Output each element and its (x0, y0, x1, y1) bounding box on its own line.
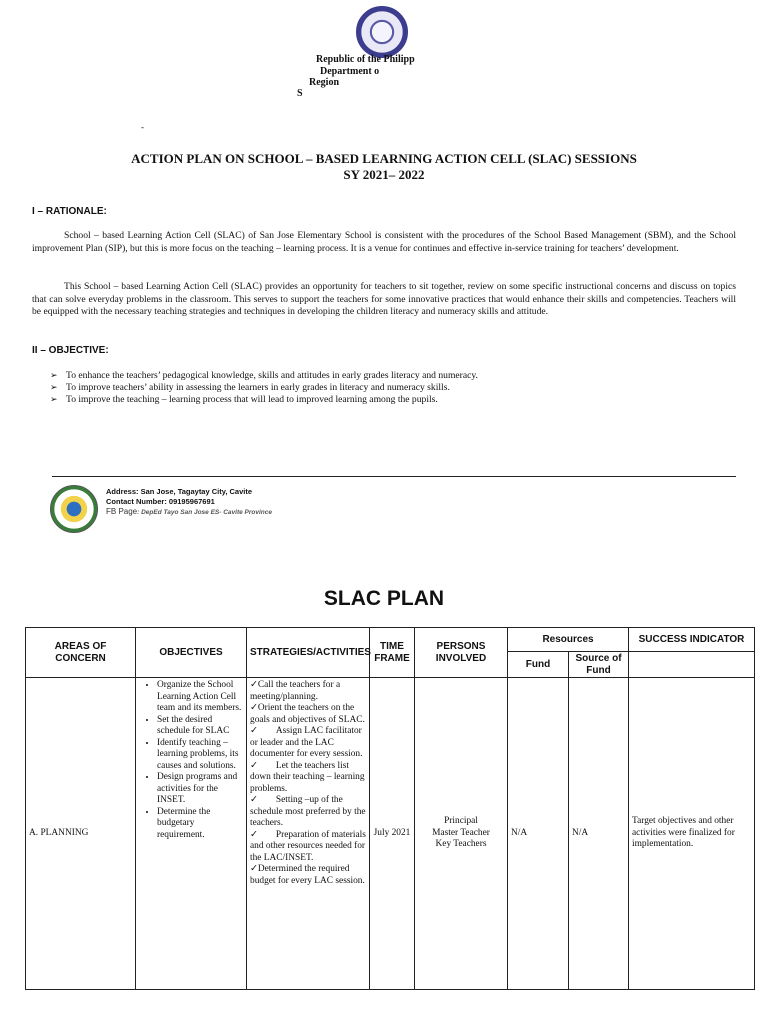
objective-item: ➢ To improve the teaching – learning process that will lead to improved learning among the pupils. (50, 394, 438, 405)
cell-persons: Principal Master Teacher Key Teachers (415, 678, 508, 990)
cell-time-frame: July 2021 (370, 678, 415, 990)
cell-success: Target objectives and other activities were finalized for implementation. (629, 678, 755, 990)
checkmark-icon: ✓ (250, 703, 258, 713)
objective-heading: II – OBJECTIVE: (32, 345, 109, 356)
objective-list-item: • Set the desired schedule for SLAC (157, 715, 243, 738)
cell-area: A. PLANNING (26, 678, 136, 990)
cell-objectives (136, 678, 247, 990)
cell-strategies (247, 678, 370, 990)
header-fund: Fund (508, 652, 569, 678)
arrow-bullet-icon: ➢ (50, 394, 58, 404)
header-objectives: OBJECTIVES (136, 628, 247, 678)
document-subtitle: SY 2021– 2022 (343, 167, 425, 182)
footer-contact: Contact Number: 09195967691 (106, 497, 215, 506)
checkmark-icon: ✓ (250, 680, 258, 690)
checkmark-icon: ✓ (250, 795, 258, 805)
rationale-paragraph-2: This School – based Learning Action Cell (SLAC) provides an opportunity for teachers to sit together, review on some specific instructional concerns and discuss on topics that can solve everyday problems in the classroom. This serves to support the teachers for some innovative practices that would enhance their skills and competencies. Teachers will be equipped with the necessary teaching strategies and techniques in developing the children literacy and numeracy skills and attitude. (32, 281, 736, 317)
strategy-item: ✓ Setting –up of the schedule most preferred by the teachers. (250, 795, 366, 828)
header-time-frame: TIME FRAME (370, 628, 415, 678)
header-persons: PERSONS INVOLVED (415, 628, 508, 678)
objective-list-item: • Design programs and activities for the INSET. (157, 772, 243, 807)
header-success: SUCCESS INDICATOR (629, 628, 755, 652)
strategy-item: ✓Determined the required budget for every LAC session. (250, 864, 365, 886)
header-success-blank (629, 652, 755, 678)
strategy-item: ✓ Assign LAC facilitator or leader and the LAC documenter for every session. (250, 726, 363, 759)
header-areas: AREAS OF CONCERN (26, 628, 136, 678)
slac-plan-table (25, 627, 755, 990)
footer-address: Address: San Jose, Tagaytay City, Cavite (106, 487, 253, 496)
cell-fund: N/A (508, 678, 569, 990)
objective-list-item: • Organize the School Learning Action Cell team and its members. (157, 680, 243, 715)
checkmark-icon: ✓ (250, 829, 258, 840)
strategy-item: ✓ Let the teachers list down their teaching – learning problems. (250, 760, 365, 794)
header-source: Source of Fund (569, 652, 629, 678)
school-logo-icon (50, 485, 98, 533)
header-resources: Resources (508, 628, 629, 652)
strategy-item: ✓Orient the teachers on the goals and objectives of SLAC. (250, 703, 365, 725)
cell-source: N/A (569, 678, 629, 990)
objective-list-item: • Determine the budgetary requirement. (157, 807, 243, 842)
objective-list-item: • Identify teaching – learning problems, its causes and solutions. (157, 738, 243, 773)
footer-fb-page: FB Page: DepEd Tayo San Jose ES- Cavite Province (106, 507, 272, 516)
header-line-4: S (297, 88, 303, 99)
rationale-heading: I – RATIONALE: (32, 206, 107, 217)
strategy-item: ✓ Preparation of materials and other resources needed for the LAC/INSET. (250, 829, 366, 863)
header-strategies: STRATEGIES/ACTIVITIES (247, 628, 370, 678)
slac-plan-title: SLAC PLAN (323, 587, 445, 610)
checkmark-icon: ✓ (250, 864, 258, 874)
header-line-1: Republic of the Philipp (316, 54, 415, 65)
rationale-paragraph-1: School – based Learning Action Cell (SLAC) of San Jose Elementary School is consistent with the procedures of the School Based Management (SBM), and the School improvement Plan (SIP), but this is more focus on the teaching – learning process. It is a venue for continues and effective in-service training for teachers’ development. (32, 230, 736, 254)
footer-divider (52, 476, 736, 477)
checkmark-icon: ✓ (250, 726, 258, 736)
objective-item: ➢ To enhance the teachers’ pedagogical knowledge, skills and attitudes in early grades literacy and numeracy. (50, 370, 478, 381)
objective-item: ➢ To improve teachers’ ability in assessing the learners in early grades in literacy and numeracy skills. (50, 382, 450, 393)
header-line-3: Region (309, 77, 339, 88)
document-title: ACTION PLAN ON SCHOOL – BASED LEARNING ACTION CELL (SLAC) SESSIONS (131, 151, 637, 166)
header-line-2: Department o (320, 66, 380, 77)
arrow-bullet-icon: ➢ (50, 382, 58, 392)
arrow-bullet-icon: ➢ (50, 370, 58, 380)
deped-seal-icon (356, 6, 408, 58)
strategy-item: ✓Call the teachers for a meeting/planning. (250, 680, 341, 702)
header-mark: - (141, 122, 144, 132)
checkmark-icon: ✓ (250, 760, 258, 771)
